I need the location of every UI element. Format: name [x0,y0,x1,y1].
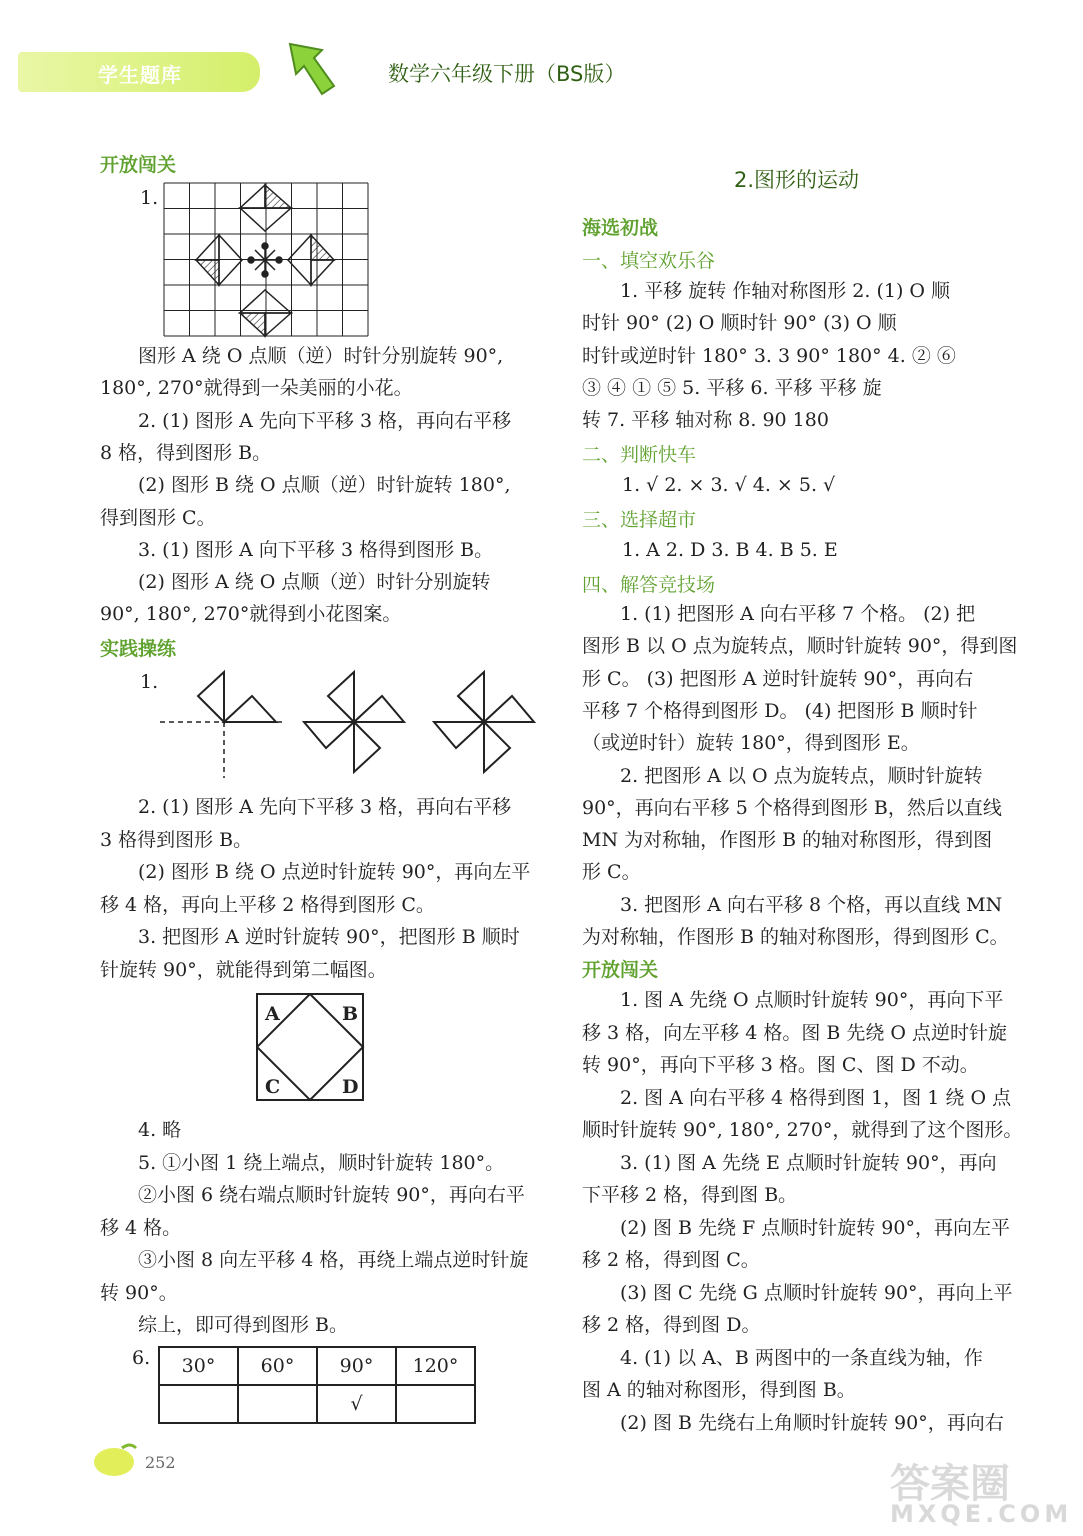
section-kaifang-left: 开放闯关 [100,154,177,176]
text-line: 3. (1) 图 A 先绕 E 点顺时针旋转 90°，再向 [620,1151,997,1174]
text-line: 2. (1) 图形 A 先向下平移 3 格，再向右平移 [138,409,512,432]
text-line: 顺时针旋转 90°, 180°, 270°，就得到了这个图形。 [582,1119,1023,1141]
table-header-cell: 60° [238,1347,317,1385]
text-line: 移 4 格，再向上平移 2 格得到图形 C。 [100,893,435,916]
text-line: 1. (1) 把图形 A 向右平移 7 个格。 (2) 把 [620,603,976,625]
text-line: (2) 图形 A 绕 O 点顺（逆）时针分别旋转 [138,571,491,594]
text-line: 8 格，得到图形 B。 [100,441,272,464]
text-line: 3. (1) 图形 A 向下平移 3 格得到图形 B。 [138,538,494,561]
text-line: 180°, 270°就得到一朵美丽的小花。 [100,377,413,400]
section-haixuan: 海选初战 [582,217,659,239]
text-line: (3) 图 C 先绕 G 点顺时针旋转 90°，再向上平 [620,1281,1013,1304]
section-solve: 四、解答竞技场 [582,574,716,596]
text-line: 形 C。 (3) 把图形 A 逆时针旋转 90°，再向右 [582,667,974,690]
text-line: 下平移 2 格，得到图 B。 [582,1184,798,1206]
text-line: MN 为对称轴，作图形 B 的轴对称图形，得到图 [582,829,993,852]
label-c: C [265,1076,281,1098]
section-shijian: 实践操练 [100,638,177,660]
text-line: (2) 图形 B 绕 O 点顺（逆）时针旋转 180°, [138,474,511,497]
text-line: 移 2 格，得到图 C。 [582,1249,760,1271]
text-line: 平移 7 个格得到图形 D。 (4) 把图形 B 顺时针 [582,699,978,722]
text-line: 3. 把图形 A 向右平移 8 个格，再以直线 MN [620,893,1003,916]
table-cell: √ [317,1385,396,1423]
text-line: 图形 B 以 O 点为旋转点，顺时针旋转 90°，得到图 [582,635,1018,658]
text-line: 图 A 的轴对称图形，得到图 B。 [582,1379,856,1401]
text-line: 5. ①小图 1 绕上端点，顺时针旋转 180°。 [138,1151,505,1174]
text-line: 时针 90° (2) O 顺时针 90° (3) O 顺 [582,312,897,335]
series-label: 学生题库 [98,63,182,87]
arrow-icon [286,40,338,96]
text-line: 2. 图 A 向右平移 4 格得到图 1，图 1 绕 O 点 [620,1086,1012,1109]
text-line: ③ ④ ① ⑤ 5. 平移 6. 平移 平移 旋 [582,376,882,399]
q6-number: 6. [132,1347,151,1369]
table-header-cell: 30° [159,1347,238,1385]
section-judge: 二、判断快车 [582,444,697,466]
angle-table [158,1346,476,1424]
table-row [159,1347,475,1385]
table-cell [159,1385,238,1423]
text-line: 转 7. 平移 轴对称 8. 90 180 [582,409,829,432]
text-line: 图形 A 绕 O 点顺（逆）时针分别旋转 90°, [138,345,504,367]
text-line: 转 90°，再向下平移 3 格。图 C、图 D 不动。 [582,1054,979,1076]
text-line: 移 4 格。 [100,1216,182,1239]
text-line: 3. 把图形 A 逆时针旋转 90°，把图形 B 顺时 [138,926,520,948]
text-line: 2. (1) 图形 A 先向下平移 3 格，再向右平移 [138,796,512,818]
table-cell [396,1385,475,1423]
text-line: 移 2 格，得到图 D。 [582,1314,761,1336]
watermark-logo: 答案圈 [890,1461,1010,1507]
text-line: 得到图形 C。 [100,506,216,529]
judge-answers: 1. √ 2. × 3. √ 4. × 5. √ [622,474,836,496]
text-line: 3 格得到图形 B。 [100,828,253,851]
text-line: 综上，即可得到图形 B。 [138,1314,349,1336]
text-line: （或逆时针）旋转 180°，得到图形 E。 [582,732,920,755]
series-banner [18,52,260,92]
section-kaifang-right: 开放闯关 [582,959,659,981]
label-b: B [342,1003,359,1025]
text-line: 90°, 180°, 270°就得到小花图案。 [100,603,402,626]
text-line: (2) 图形 B 绕 O 点逆时针旋转 90°，再向左平 [138,861,531,883]
label-d: D [342,1076,359,1098]
section-choice: 三、选择超市 [582,509,697,531]
chapter-title: 2.图形的运动 [734,168,860,192]
pinwheel-figures [158,664,548,782]
table-header-cell: 120° [396,1347,475,1385]
book-title: 数学六年级下册（BS版） [388,62,626,86]
text-line: 针旋转 90°，就能得到第二幅图。 [100,958,387,981]
text-line: 4. (1) 以 A、B 两图中的一条直线为轴，作 [620,1346,983,1369]
table-row [159,1385,475,1423]
text-line: (2) 图 B 先绕 F 点顺时针旋转 90°，再向左平 [620,1216,1010,1239]
text-line: 转 90°。 [100,1281,178,1304]
table-cell [238,1385,317,1423]
text-line: 1. 图 A 先绕 O 点顺时针旋转 90°，再向下平 [620,989,1004,1011]
text-line: 为对称轴，作图形 B 的轴对称图形，得到图形 C。 [582,926,1009,948]
page-number: 252 [145,1453,176,1472]
section-fill-blank: 一、填空欢乐谷 [582,250,716,272]
text-line: (2) 图 B 先绕右上角顺时针旋转 90°，再向右 [620,1411,1004,1434]
flower-grid-figure [163,182,369,339]
lemon-icon [92,1440,144,1480]
text-line: 移 3 格，向左平移 4 格。图 B 先绕 O 点逆时针旋 [582,1021,1008,1044]
text-line: 4. 略 [138,1119,182,1141]
text-line: ②小图 6 绕右端点顺时针旋转 90°，再向右平 [138,1184,525,1206]
watermark-url: MXQE.COM [890,1500,1073,1528]
text-line: 1. 平移 旋转 作轴对称图形 2. (1) O 顺 [620,280,951,302]
choice-answers: 1. A 2. D 3. B 4. B 5. E [622,539,838,561]
table-header-cell: 90° [317,1347,396,1385]
p1-number: 1. [140,671,159,693]
text-line: 形 C。 [582,861,641,884]
text-line: ③小图 8 向左平移 4 格，再绕上端点逆时针旋 [138,1249,529,1271]
text-line: 时针或逆时针 180° 3. 3 90° 180° 4. ② ⑥ [582,344,956,367]
text-line: 2. 把图形 A 以 O 点为旋转点，顺时针旋转 [620,764,983,787]
text-line: 90°，再向右平移 5 个格得到图形 B，然后以直线 [582,796,1002,819]
label-a: A [265,1003,280,1025]
q1-number: 1. [140,187,159,209]
